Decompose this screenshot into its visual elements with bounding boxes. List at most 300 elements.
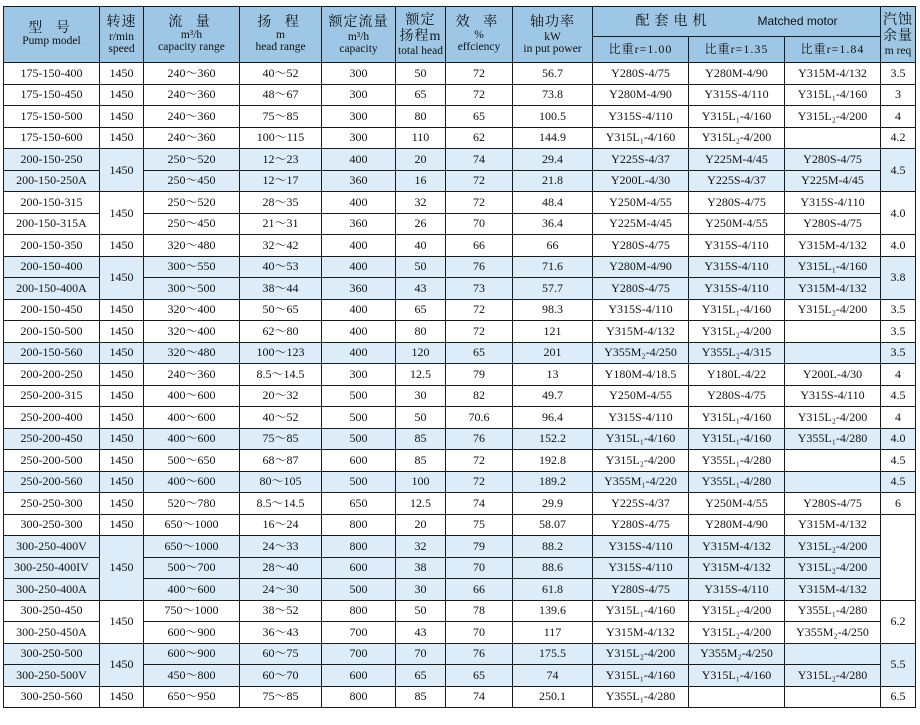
table-row bbox=[4, 493, 916, 515]
motor-sg-184-cell bbox=[785, 686, 881, 708]
efficiency-cell: 78 bbox=[446, 600, 513, 622]
motor-sg-135-cell: Y315S-4/110 bbox=[689, 84, 785, 106]
motor-sg-100-cell: Y315S-4/110 bbox=[593, 407, 689, 429]
speed-cell: 1450 bbox=[100, 364, 144, 386]
rated-capacity-cell: 400 bbox=[322, 321, 396, 343]
motor-sg-135-cell: Y355M₂-4/250 bbox=[689, 643, 785, 665]
efficiency-cell: 72 bbox=[446, 471, 513, 493]
npsh-cell: 3.5 bbox=[881, 321, 916, 343]
rated-head-cell: 85 bbox=[396, 450, 446, 472]
rated-capacity-cell: 400 bbox=[322, 299, 396, 321]
rated-head-cell: 50 bbox=[396, 407, 446, 429]
motor-sg-184-cell: Y355L₁-4/280 bbox=[785, 428, 881, 450]
rated-head-cell: 100 bbox=[396, 471, 446, 493]
rated-capacity-cell: 800 bbox=[322, 686, 396, 708]
motor-sg-100-cell: Y280S-4/75 bbox=[593, 63, 689, 85]
motor-sg-100-cell: Y200L-4/30 bbox=[593, 170, 689, 192]
efficiency-cell: 76 bbox=[446, 256, 513, 278]
model-cell: 300-250-400A bbox=[4, 579, 100, 601]
rated-head-cell: 32 bbox=[396, 536, 446, 558]
rated-capacity-cell: 360 bbox=[322, 170, 396, 192]
rated-capacity-cell: 300 bbox=[322, 106, 396, 128]
motor-sg-184-cell: Y280S-4/75 bbox=[785, 493, 881, 515]
head-range-cell: 40～52 bbox=[240, 407, 322, 429]
model-cell: 175-150-400 bbox=[4, 63, 100, 85]
speed-cell: 1450 bbox=[100, 127, 144, 149]
head-range-cell: 50～65 bbox=[240, 299, 322, 321]
model-cell: 300-250-400V bbox=[4, 536, 100, 558]
motor-sg-135-cell: Y280S-4/75 bbox=[689, 192, 785, 214]
table-row bbox=[4, 342, 916, 364]
rated-capacity-cell: 400 bbox=[322, 256, 396, 278]
capacity-range-cell: 450～800 bbox=[144, 665, 240, 687]
motor-sg-100-cell: Y315L₁-4/160 bbox=[593, 428, 689, 450]
rated-capacity-cell: 400 bbox=[322, 149, 396, 171]
motor-sg-135-cell: Y315L₁-4/160 bbox=[689, 106, 785, 128]
motor-sg-100-cell: Y225M-4/45 bbox=[593, 213, 689, 235]
npsh-cell: 4.5 bbox=[881, 450, 916, 472]
capacity-range-cell: 400～600 bbox=[144, 385, 240, 407]
capacity-range-cell: 300～550 bbox=[144, 256, 240, 278]
head-range-cell: 32～42 bbox=[240, 235, 322, 257]
rated-head-cell: 80 bbox=[396, 321, 446, 343]
motor-sg-184-cell: Y315L₂-4/200 bbox=[785, 407, 881, 429]
npsh-cell: 4.2 bbox=[881, 127, 916, 149]
head-range-cell: 38～52 bbox=[240, 600, 322, 622]
model-cell: 200-150-250A bbox=[4, 170, 100, 192]
rated-head-cell: 20 bbox=[396, 514, 446, 536]
header-input-power: 轴功率 kW in put power bbox=[513, 7, 593, 63]
input-power-cell: 139.6 bbox=[513, 600, 593, 622]
motor-sg-135-cell: Y250M-4/55 bbox=[689, 493, 785, 515]
capacity-range-cell: 250～450 bbox=[144, 170, 240, 192]
motor-sg-135-cell: Y315M-4/132 bbox=[689, 557, 785, 579]
header-npsh: 汽蚀 余量 m req bbox=[881, 7, 916, 63]
table-row bbox=[4, 321, 916, 343]
rated-head-cell: 80 bbox=[396, 106, 446, 128]
efficiency-cell: 82 bbox=[446, 385, 513, 407]
rated-head-cell: 50 bbox=[396, 63, 446, 85]
efficiency-cell: 70 bbox=[446, 557, 513, 579]
motor-sg-184-cell: Y280S-4/75 bbox=[785, 213, 881, 235]
motor-sg-100-cell: Y280M-4/90 bbox=[593, 256, 689, 278]
capacity-range-cell: 400～600 bbox=[144, 407, 240, 429]
rated-head-cell: 40 bbox=[396, 235, 446, 257]
motor-sg-100-cell: Y250M-4/55 bbox=[593, 385, 689, 407]
speed-cell: 1450 bbox=[100, 514, 144, 536]
input-power-cell: 88.2 bbox=[513, 536, 593, 558]
rated-capacity-cell: 500 bbox=[322, 407, 396, 429]
efficiency-cell: 72 bbox=[446, 84, 513, 106]
motor-sg-135-cell: Y315L₂-4/200 bbox=[689, 600, 785, 622]
npsh-cell: 3.5 bbox=[881, 342, 916, 364]
motor-sg-100-cell: Y355M₂-4/250 bbox=[593, 342, 689, 364]
speed-cell: 1450 bbox=[100, 299, 144, 321]
input-power-cell: 144.9 bbox=[513, 127, 593, 149]
motor-sg-135-cell: Y225S-4/37 bbox=[689, 170, 785, 192]
capacity-range-cell: 250～520 bbox=[144, 149, 240, 171]
efficiency-cell: 79 bbox=[446, 364, 513, 386]
table-row bbox=[4, 127, 916, 149]
motor-sg-184-cell: Y315M-4/132 bbox=[785, 514, 881, 536]
capacity-range-cell: 250～520 bbox=[144, 192, 240, 214]
motor-sg-184-cell: Y315L₂-4/200 bbox=[785, 557, 881, 579]
input-power-cell: 96.4 bbox=[513, 407, 593, 429]
model-cell: 175-150-450 bbox=[4, 84, 100, 106]
table-row bbox=[4, 450, 916, 472]
model-cell: 200-150-350 bbox=[4, 235, 100, 257]
model-cell: 200-150-500 bbox=[4, 321, 100, 343]
rated-head-cell: 12.5 bbox=[396, 364, 446, 386]
motor-sg-100-cell: Y280S-4/75 bbox=[593, 514, 689, 536]
head-range-cell: 40～52 bbox=[240, 63, 322, 85]
header-speed: 转速 r/min speed bbox=[100, 7, 144, 63]
efficiency-cell: 72 bbox=[446, 63, 513, 85]
rated-capacity-cell: 400 bbox=[322, 342, 396, 364]
rated-head-cell: 110 bbox=[396, 127, 446, 149]
speed-cell: 1450 bbox=[100, 643, 144, 686]
motor-sg-135-cell: Y315L₁-4/160 bbox=[689, 428, 785, 450]
npsh-cell: 4.5 bbox=[881, 385, 916, 407]
motor-sg-135-cell: Y315L₁-4/160 bbox=[689, 665, 785, 687]
head-range-cell: 24～30 bbox=[240, 579, 322, 601]
head-range-cell: 100～123 bbox=[240, 342, 322, 364]
rated-head-cell: 43 bbox=[396, 278, 446, 300]
rated-head-cell: 16 bbox=[396, 170, 446, 192]
model-cell: 200-150-315A bbox=[4, 213, 100, 235]
motor-sg-135-cell: Y315L₂-4/200 bbox=[689, 127, 785, 149]
efficiency-cell: 72 bbox=[446, 192, 513, 214]
rated-head-cell: 65 bbox=[396, 665, 446, 687]
motor-sg-100-cell: Y315L₁-4/160 bbox=[593, 127, 689, 149]
speed-cell: 1450 bbox=[100, 450, 144, 472]
model-cell: 300-250-500V bbox=[4, 665, 100, 687]
motor-sg-100-cell: Y315L₂-4/200 bbox=[593, 450, 689, 472]
motor-sg-184-cell: Y315S-4/110 bbox=[785, 385, 881, 407]
efficiency-cell: 62 bbox=[446, 127, 513, 149]
rated-head-cell: 32 bbox=[396, 192, 446, 214]
motor-sg-135-cell: Y355L₁-4/280 bbox=[689, 471, 785, 493]
capacity-range-cell: 250～450 bbox=[144, 213, 240, 235]
head-range-cell: 20～32 bbox=[240, 385, 322, 407]
speed-cell: 1450 bbox=[100, 428, 144, 450]
table-row bbox=[4, 643, 916, 665]
capacity-range-cell: 320～400 bbox=[144, 321, 240, 343]
efficiency-cell: 70.6 bbox=[446, 407, 513, 429]
input-power-cell: 74 bbox=[513, 665, 593, 687]
rated-capacity-cell: 800 bbox=[322, 514, 396, 536]
head-range-cell: 28～35 bbox=[240, 192, 322, 214]
header-rated-head: 额定 扬程m total head bbox=[396, 7, 446, 63]
input-power-cell: 201 bbox=[513, 342, 593, 364]
efficiency-cell: 66 bbox=[446, 579, 513, 601]
input-power-cell: 98.3 bbox=[513, 299, 593, 321]
model-cell: 200-150-400 bbox=[4, 256, 100, 278]
npsh-cell: 4 bbox=[881, 364, 916, 386]
rated-head-cell: 30 bbox=[396, 579, 446, 601]
header-motor-sg-135: 比重r=1.35 bbox=[689, 37, 785, 63]
capacity-range-cell: 650～1000 bbox=[144, 514, 240, 536]
capacity-range-cell: 240～360 bbox=[144, 364, 240, 386]
head-range-cell: 48～67 bbox=[240, 84, 322, 106]
table-row bbox=[4, 235, 916, 257]
motor-sg-100-cell: Y180M-4/18.5 bbox=[593, 364, 689, 386]
speed-cell: 1450 bbox=[100, 149, 144, 192]
motor-sg-184-cell: Y315L₂-4/200 bbox=[785, 536, 881, 558]
table-row bbox=[4, 686, 916, 708]
capacity-range-cell: 600～900 bbox=[144, 622, 240, 644]
input-power-cell: 29.9 bbox=[513, 493, 593, 515]
motor-sg-100-cell: Y280S-4/75 bbox=[593, 278, 689, 300]
motor-sg-184-cell: Y225M-4/45 bbox=[785, 170, 881, 192]
motor-sg-100-cell: Y315M-4/132 bbox=[593, 321, 689, 343]
rated-capacity-cell: 360 bbox=[322, 213, 396, 235]
motor-sg-184-cell: Y355M₂-4/250 bbox=[785, 622, 881, 644]
table-row bbox=[4, 385, 916, 407]
motor-sg-135-cell: Y250M-4/55 bbox=[689, 213, 785, 235]
motor-sg-184-cell: Y315L₂-4/200 bbox=[785, 299, 881, 321]
motor-sg-100-cell: Y280S-4/75 bbox=[593, 235, 689, 257]
input-power-cell: 48.4 bbox=[513, 192, 593, 214]
motor-sg-184-cell: Y315M-4/132 bbox=[785, 63, 881, 85]
input-power-cell: 13 bbox=[513, 364, 593, 386]
head-range-cell: 24～33 bbox=[240, 536, 322, 558]
input-power-cell: 117 bbox=[513, 622, 593, 644]
motor-sg-135-cell: Y280S-4/75 bbox=[689, 385, 785, 407]
head-range-cell: 60～75 bbox=[240, 643, 322, 665]
motor-sg-100-cell: Y355M₁-4/220 bbox=[593, 471, 689, 493]
npsh-cell: 4 bbox=[881, 106, 916, 128]
npsh-cell: 3.8 bbox=[881, 256, 916, 299]
motor-sg-100-cell: Y280S-4/75 bbox=[593, 579, 689, 601]
table-row bbox=[4, 514, 916, 536]
capacity-range-cell: 320～400 bbox=[144, 299, 240, 321]
rated-head-cell: 30 bbox=[396, 385, 446, 407]
table-row bbox=[4, 84, 916, 106]
npsh-cell: 6.2 bbox=[881, 600, 916, 643]
rated-capacity-cell: 500 bbox=[322, 385, 396, 407]
rated-head-cell: 50 bbox=[396, 256, 446, 278]
rated-capacity-cell: 800 bbox=[322, 536, 396, 558]
motor-sg-135-cell: Y315L₂-4/200 bbox=[689, 622, 785, 644]
input-power-cell: 57.7 bbox=[513, 278, 593, 300]
efficiency-cell: 65 bbox=[446, 342, 513, 364]
motor-sg-135-cell: Y315S-4/110 bbox=[689, 579, 785, 601]
speed-cell: 1450 bbox=[100, 471, 144, 493]
efficiency-cell: 74 bbox=[446, 493, 513, 515]
input-power-cell: 71.6 bbox=[513, 256, 593, 278]
capacity-range-cell: 320～480 bbox=[144, 235, 240, 257]
head-range-cell: 100～115 bbox=[240, 127, 322, 149]
rated-head-cell: 65 bbox=[396, 84, 446, 106]
motor-sg-100-cell: Y355L₁-4/280 bbox=[593, 686, 689, 708]
motor-sg-184-cell: Y200L-4/30 bbox=[785, 364, 881, 386]
motor-sg-100-cell: Y250M-4/55 bbox=[593, 192, 689, 214]
motor-sg-100-cell: Y280M-4/90 bbox=[593, 84, 689, 106]
speed-cell: 1450 bbox=[100, 536, 144, 601]
rated-head-cell: 85 bbox=[396, 428, 446, 450]
motor-sg-100-cell: Y315S-4/110 bbox=[593, 536, 689, 558]
npsh-cell: 5.5 bbox=[881, 643, 916, 686]
model-cell: 200-150-315 bbox=[4, 192, 100, 214]
table-row bbox=[4, 63, 916, 85]
header-head-range: 扬 程 m head range bbox=[240, 7, 322, 63]
capacity-range-cell: 520～780 bbox=[144, 493, 240, 515]
efficiency-cell: 72 bbox=[446, 170, 513, 192]
rated-capacity-cell: 800 bbox=[322, 600, 396, 622]
rated-capacity-cell: 500 bbox=[322, 579, 396, 601]
motor-sg-135-cell: Y315S-4/110 bbox=[689, 235, 785, 257]
motor-sg-184-cell bbox=[785, 127, 881, 149]
capacity-range-cell: 500～650 bbox=[144, 450, 240, 472]
header-matched-motor: 配套电机 Matched motor bbox=[593, 7, 881, 37]
model-cell: 175-150-600 bbox=[4, 127, 100, 149]
efficiency-cell: 72 bbox=[446, 321, 513, 343]
npsh-cell: 6.5 bbox=[881, 686, 916, 708]
capacity-range-cell: 240～360 bbox=[144, 84, 240, 106]
efficiency-cell: 70 bbox=[446, 213, 513, 235]
table-row bbox=[4, 471, 916, 493]
rated-capacity-cell: 600 bbox=[322, 557, 396, 579]
input-power-cell: 250.1 bbox=[513, 686, 593, 708]
motor-sg-135-cell: Y315L₁-4/160 bbox=[689, 407, 785, 429]
npsh-cell: 4 bbox=[881, 407, 916, 429]
capacity-range-cell: 750～1000 bbox=[144, 600, 240, 622]
model-cell: 300-250-500 bbox=[4, 643, 100, 665]
rated-head-cell: 85 bbox=[396, 686, 446, 708]
input-power-cell: 73.8 bbox=[513, 84, 593, 106]
header-rated-capacity: 额定流量 m³/h capacity bbox=[322, 7, 396, 63]
head-range-cell: 36～43 bbox=[240, 622, 322, 644]
rated-head-cell: 26 bbox=[396, 213, 446, 235]
table-row bbox=[4, 364, 916, 386]
motor-sg-184-cell: Y315S-4/110 bbox=[785, 192, 881, 214]
model-cell: 200-150-400A bbox=[4, 278, 100, 300]
motor-sg-184-cell: Y315L₁-4/160 bbox=[785, 256, 881, 278]
rated-capacity-cell: 600 bbox=[322, 450, 396, 472]
npsh-cell: 4.0 bbox=[881, 192, 916, 235]
rated-capacity-cell: 700 bbox=[322, 622, 396, 644]
head-range-cell: 75～85 bbox=[240, 428, 322, 450]
input-power-cell: 189.2 bbox=[513, 471, 593, 493]
rated-capacity-cell: 400 bbox=[322, 192, 396, 214]
head-range-cell: 8.5～14.5 bbox=[240, 493, 322, 515]
table-row bbox=[4, 106, 916, 128]
speed-cell: 1450 bbox=[100, 385, 144, 407]
model-cell: 250-200-500 bbox=[4, 450, 100, 472]
efficiency-cell: 79 bbox=[446, 536, 513, 558]
speed-cell: 1450 bbox=[100, 192, 144, 235]
model-cell: 200-200-250 bbox=[4, 364, 100, 386]
capacity-range-cell: 650～1000 bbox=[144, 536, 240, 558]
motor-sg-100-cell: Y315L₂-4/200 bbox=[593, 643, 689, 665]
speed-cell: 1450 bbox=[100, 407, 144, 429]
head-range-cell: 28～40 bbox=[240, 557, 322, 579]
input-power-cell: 49.7 bbox=[513, 385, 593, 407]
input-power-cell: 36.4 bbox=[513, 213, 593, 235]
motor-sg-135-cell: Y180L-4/22 bbox=[689, 364, 785, 386]
input-power-cell: 88.6 bbox=[513, 557, 593, 579]
header-capacity-range: 流 量 m³/h capacity range bbox=[144, 7, 240, 63]
efficiency-cell: 66 bbox=[446, 235, 513, 257]
head-range-cell: 38～44 bbox=[240, 278, 322, 300]
model-cell: 250-200-315 bbox=[4, 385, 100, 407]
head-range-cell: 80～105 bbox=[240, 471, 322, 493]
input-power-cell: 121 bbox=[513, 321, 593, 343]
rated-capacity-cell: 300 bbox=[322, 127, 396, 149]
head-range-cell: 21～31 bbox=[240, 213, 322, 235]
model-cell: 300-250-450A bbox=[4, 622, 100, 644]
motor-sg-184-cell: Y315M-4/132 bbox=[785, 235, 881, 257]
npsh-cell: 3.5 bbox=[881, 63, 916, 85]
speed-cell: 1450 bbox=[100, 342, 144, 364]
efficiency-cell: 76 bbox=[446, 643, 513, 665]
model-cell: 200-150-560 bbox=[4, 342, 100, 364]
capacity-range-cell: 300～500 bbox=[144, 278, 240, 300]
rated-capacity-cell: 300 bbox=[322, 364, 396, 386]
head-range-cell: 62～80 bbox=[240, 321, 322, 343]
capacity-range-cell: 600～900 bbox=[144, 643, 240, 665]
rated-capacity-cell: 600 bbox=[322, 665, 396, 687]
model-cell: 175-150-500 bbox=[4, 106, 100, 128]
rated-capacity-cell: 700 bbox=[322, 643, 396, 665]
rated-capacity-cell: 400 bbox=[322, 235, 396, 257]
motor-sg-100-cell: Y315S-4/110 bbox=[593, 557, 689, 579]
npsh-cell: 3.5 bbox=[881, 299, 916, 321]
table-row bbox=[4, 299, 916, 321]
input-power-cell: 100.5 bbox=[513, 106, 593, 128]
head-range-cell: 68～87 bbox=[240, 450, 322, 472]
input-power-cell: 58.07 bbox=[513, 514, 593, 536]
speed-cell: 1450 bbox=[100, 600, 144, 643]
table-row bbox=[4, 536, 916, 558]
motor-sg-184-cell bbox=[785, 321, 881, 343]
input-power-cell: 29.4 bbox=[513, 149, 593, 171]
motor-sg-100-cell: Y315L₁-4/160 bbox=[593, 600, 689, 622]
speed-cell: 1450 bbox=[100, 256, 144, 299]
motor-sg-135-cell: Y280M-4/90 bbox=[689, 63, 785, 85]
motor-sg-100-cell: Y315S-4/110 bbox=[593, 106, 689, 128]
capacity-range-cell: 240～360 bbox=[144, 63, 240, 85]
motor-sg-135-cell: Y315L₁-4/160 bbox=[689, 299, 785, 321]
capacity-range-cell: 400～600 bbox=[144, 579, 240, 601]
capacity-range-cell: 240～360 bbox=[144, 106, 240, 128]
speed-cell: 1450 bbox=[100, 63, 144, 85]
table-row bbox=[4, 428, 916, 450]
speed-cell: 1450 bbox=[100, 493, 144, 515]
input-power-cell: 56.7 bbox=[513, 63, 593, 85]
input-power-cell: 192.8 bbox=[513, 450, 593, 472]
head-range-cell: 75～85 bbox=[240, 106, 322, 128]
model-cell: 300-250-560 bbox=[4, 686, 100, 708]
header-motor-sg-184: 比重r=1.84 bbox=[785, 37, 881, 63]
model-cell: 250-200-450 bbox=[4, 428, 100, 450]
motor-sg-184-cell: Y315L₁-4/160 bbox=[785, 84, 881, 106]
motor-sg-135-cell: Y355L₂-4/315 bbox=[689, 342, 785, 364]
table-body bbox=[4, 63, 916, 708]
motor-sg-135-cell bbox=[689, 686, 785, 708]
efficiency-cell: 70 bbox=[446, 622, 513, 644]
model-cell: 200-150-250 bbox=[4, 149, 100, 171]
model-cell: 250-250-300 bbox=[4, 493, 100, 515]
input-power-cell: 21.8 bbox=[513, 170, 593, 192]
efficiency-cell: 74 bbox=[446, 149, 513, 171]
model-cell: 300-250-300 bbox=[4, 514, 100, 536]
rated-head-cell: 12.5 bbox=[396, 493, 446, 515]
npsh-cell bbox=[881, 514, 916, 600]
head-range-cell: 12～23 bbox=[240, 149, 322, 171]
npsh-cell: 4.5 bbox=[881, 149, 916, 192]
